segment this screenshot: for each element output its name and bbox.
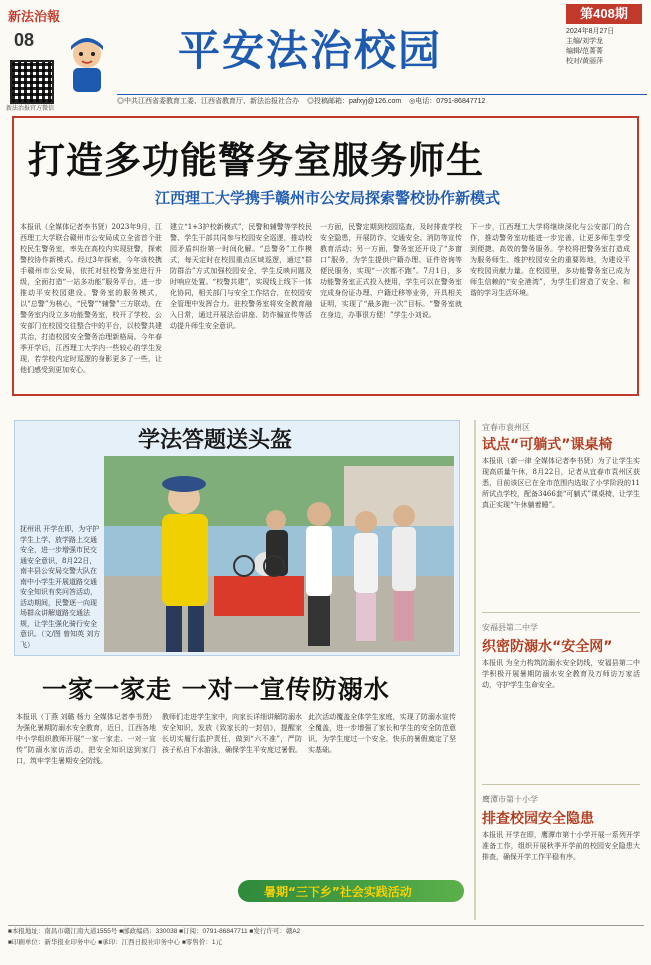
lead-headline: 打造多功能警务室服务师生 [28,139,484,182]
layout-editor: 编辑/范菁菁 [566,48,603,55]
newspaper-logo: 新法治報 [8,10,61,25]
section-column-1: 本报讯（丁燕 刘璐 杨力 全媒体记者李书贤）为强化暑期防溺水安全教育，近日，江西各地中小学组织教师开展“一家一家走、一对一宣传”防溺水家访活动，把安全知识送到家门口，筑牢学生暑期安全防线。 [16,713,156,765]
section-column-2: 教师们走进学生家中，向家长详细讲解防溺水安全知识，发放《致家长的一封信》，提醒家长切实履行监护责任，做到“六不准”，严防孩子私自下水游泳，确保学生平安度过暑假。 [162,713,302,754]
feature-caption: 抚州讯 开学在即，为守护学生上学、放学路上交通安全，进一步增强市民交通安全意识，8月22日，南丰县公安局交警大队在南中小学生开展道路交通安全知识有奖问答活动，活动期间，民警逐一向现场群众讲解道路交通法规，让学生强化骑行安全意识。（文/图 曾知英 刘方飞） [20,525,101,649]
feature-title: 学法答题送头盔 [138,428,293,453]
sponsor-text: ◎中共江西省委教育工委、江西省教育厅、新法治报社合办 [117,98,299,105]
footer-line-1: ■本报地址：南昌市赣江南大道1555号 ■邮政编码：330038 ■订阅：0791-86847711 ■发行许可：赣A2 [8,928,301,935]
chief-editor: 主编/刘学龙 [566,38,603,45]
issue-meta [566,27,614,67]
brief-2-kicker: 安福县第二中学 [482,623,538,632]
lead-column-4: 下一步，江西理工大学将继续深化与公安部门的合作，推动警务室功能进一步完善，让更多师生享受到便捷、高效的警务服务。学校将把警务室打造成为服务师生、维护校园安全的重要阵地，为建设平安校园贡献力量。在校园里，多功能警务室已成为师生信赖的“安全港湾”，为学生们营造了安全、和谐的学习生活环境。 [470,223,630,297]
brief-2-title: 织密防溺水“安全网” [482,639,613,655]
brief-3-body: 本报讯 开学在即，鹰潭市第十小学开展一系列开学准备工作，组织开展秋季开学前的校园安全隐患大排查，确保开学工作平稳有序。 [482,831,640,861]
footer-line-2: ■印刷单位：新华报业印务中心 ■承印：江西日报社印务中心 ■零售价：1元 [8,939,223,946]
section-title: 一家一家走 一对一宣传防溺水 [42,675,390,704]
column-divider [474,420,476,920]
brief-divider [482,784,640,785]
issue-badge: 第408期 [566,4,642,24]
masthead-info-bar [117,94,647,109]
page-number: 08 [14,30,35,50]
issue-date: 2024年8月27日 [566,28,615,35]
lead-column-3: 一方面，民警定期到校园巡查，及时排查学校安全隐患，开展防诈、交通安全、消防等宣传教育活动；另一方面，警务室还开设了“多窗口”服务，为学生提供户籍办理、证件咨询等便民服务，实现“一次都不跑”。7月1日，多功能警务室正式投入使用，学生可以在警务室完成身份证办理、户籍迁移等业务，开具相关证明，实现了“最多跑一次”目标。“警务室就在身边，办事很方便！”学生小刘说。 [320,223,462,319]
qr-caption: 新法治报官方微信 [6,106,55,112]
brief-1-body: 本报讯（新一律 全媒体记者李书贤）为了让学生实现高质量午休，8月22日，记者从宜春市袁州区获悉，目前该区已在全市范围内选取了小学阶段的11所试点学校，配备3466套“可躺式”课桌椅，让学生真正实现“午休躺着睡”。 [482,457,640,509]
event-banner-text: 暑期“三下乡”社会实践活动 [264,885,412,899]
section-column-3: 此次活动覆盖全体学生家庭，实现了防溺水宣传全覆盖，进一步增强了家长和学生的安全防范意识，为学生度过一个安全、快乐的暑假奠定了坚实基础。 [308,713,456,754]
phone-text: ◎电话：0791-86847712 [409,98,486,105]
newspaper-title: 平安法治校园 [178,26,443,75]
brief-3-title: 排查校园安全隐患 [482,811,594,827]
proofreader: 校对/黄丽萍 [566,58,603,65]
brief-1-kicker: 宜春市袁州区 [482,423,530,432]
qr-code-icon [10,60,54,104]
lead-column-1: 本报讯（全媒体记者李书贤）2023年9月，江西理工大学联合赣州市公安局成立全省首个驻校民生警务室，率先在高校内实现驻警，探索警校协作新模式。经过3年探索，今年该校携手赣州市公安局，依托对驻校警务室进行升级，全面打造“一站多功能”服务平台，进一步推动平安校园建设。警务室的服务模式，以“总警”为核心，“民警”“辅警”三方联动，在警务室内设立多功能警务室，校开了学校、公安部门在校园交往整合中的平台，以校警共建共治，打造校园安全警务治理新格局。今年春季开学后，江西理工大学内一些较心的学生发现，若学校内定时巡逻的身影更多了一些，让他们感受到更加安心。 [20,223,162,374]
email-text: ◎投稿邮箱：pafxyj@126.com [306,98,402,105]
feature-photo [104,456,454,652]
brief-2-body: 本报讯 为全力构筑防溺水安全防线，安福县第二中学积极开展暑期防溺水安全教育及万师访万家活动，守护学生生命安全。 [482,659,640,689]
footer [8,925,644,948]
brief-1-title: 试点“可躺式”课桌椅 [482,437,613,453]
brief-divider [482,612,640,613]
lead-subhead: 江西理工大学携手赣州市公安局探索警校协作新模式 [155,189,501,207]
mascot-icon [58,34,116,96]
lead-column-2: 建立“1+3护校新模式”，民警和辅警等学校民警、学生干部共同参与校园安全巡逻，推动校园矛盾纠纷第一时间化解。“总警务”工作模式，每天定时在校园重点区域巡逻，通过“群防群治”方式加强校园安全，学生反映问题及时响应处置。“校警共建”，实现线上线下一体化协同，相关部门与安全工作结合，在校园安全管理中发挥合力。驻校警务室将安全教育融入日常，通过开展法治讲座、防诈骗宣传等活动提升师生安全意识。 [170,223,312,330]
brief-3-kicker: 鹰潭市第十小学 [482,795,538,804]
